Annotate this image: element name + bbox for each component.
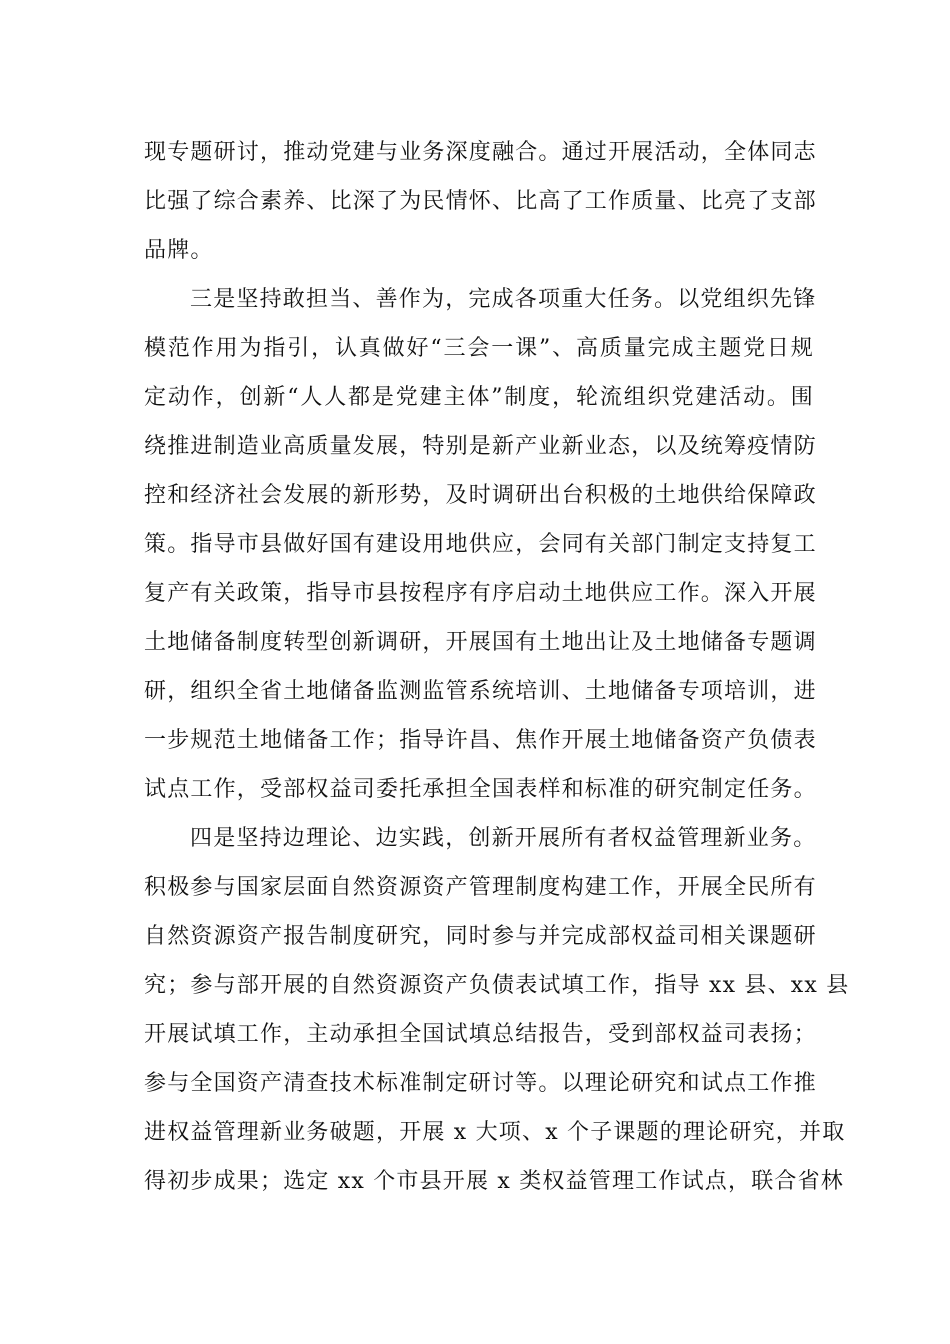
paragraph-line: 三是坚持敢担当、善作为，完成各项重大任务。以党组织先锋 — [190, 287, 817, 312]
paragraph-line: 现专题研讨，推动党建与业务深度融合。通过开展活动，全体同志 — [144, 140, 817, 165]
paragraph-line: 试点工作，受部权益司委托承担全国表样和标准的研究制定任务。 — [144, 777, 817, 802]
paragraph-line: 自然资源资产报告制度研究，同时参与并完成部权益司相关课题研 — [144, 924, 817, 949]
paragraph-line: 绕推进制造业高质量发展，特别是新产业新业态，以及统筹疫情防 — [144, 434, 817, 459]
paragraph-line: 四是坚持边理论、边实践，创新开展所有者权益管理新业务。 — [190, 826, 817, 851]
paragraph-line: 研，组织全省土地储备监测监管系统培训、土地储备专项培训，进 — [144, 679, 817, 704]
paragraph-line: 土地储备制度转型创新调研，开展国有土地出让及土地储备专题调 — [144, 630, 817, 655]
paragraph-line: 比强了综合素养、比深了为民情怀、比高了工作质量、比亮了支部 — [144, 189, 817, 214]
paragraph-line: 品牌。 — [144, 238, 214, 263]
paragraph-line: 策。指导市县做好国有建设用地供应，会同有关部门制定支持复工 — [144, 532, 817, 557]
paragraph-line: 模范作用为指引，认真做好“三会一课”、高质量完成主题党日规 — [144, 336, 814, 361]
paragraph-line: 究；参与部开展的自然资源资产负债表试填工作，指导 xx 县、xx 县 — [144, 973, 850, 998]
paragraph-line: 一步规范土地储备工作；指导许昌、焦作开展土地储备资产负债表 — [144, 728, 817, 753]
paragraph-line: 控和经济社会发展的新形势，及时调研出台积极的土地供给保障政 — [144, 483, 817, 508]
paragraph-line: 开展试填工作，主动承担全国试填总结报告，受到部权益司表扬； — [144, 1022, 817, 1047]
paragraph-line: 参与全国资产清查技术标准制定研讨等。以理论研究和试点工作推 — [144, 1071, 817, 1096]
paragraph-line: 得初步成果；选定 xx 个市县开展 x 类权益管理工作试点，联合省林 — [144, 1169, 844, 1194]
paragraph-line: 进权益管理新业务破题，开展 x 大项、x 个子课题的理论研究，并取 — [144, 1120, 846, 1145]
paragraph-line: 定动作，创新“人人都是党建主体”制度，轮流组织党建活动。围 — [144, 385, 814, 410]
paragraph-line: 积极参与国家层面自然资源资产管理制度构建工作，开展全民所有 — [144, 875, 817, 900]
paragraph-line: 复产有关政策，指导市县按程序有序启动土地供应工作。深入开展 — [144, 581, 817, 606]
